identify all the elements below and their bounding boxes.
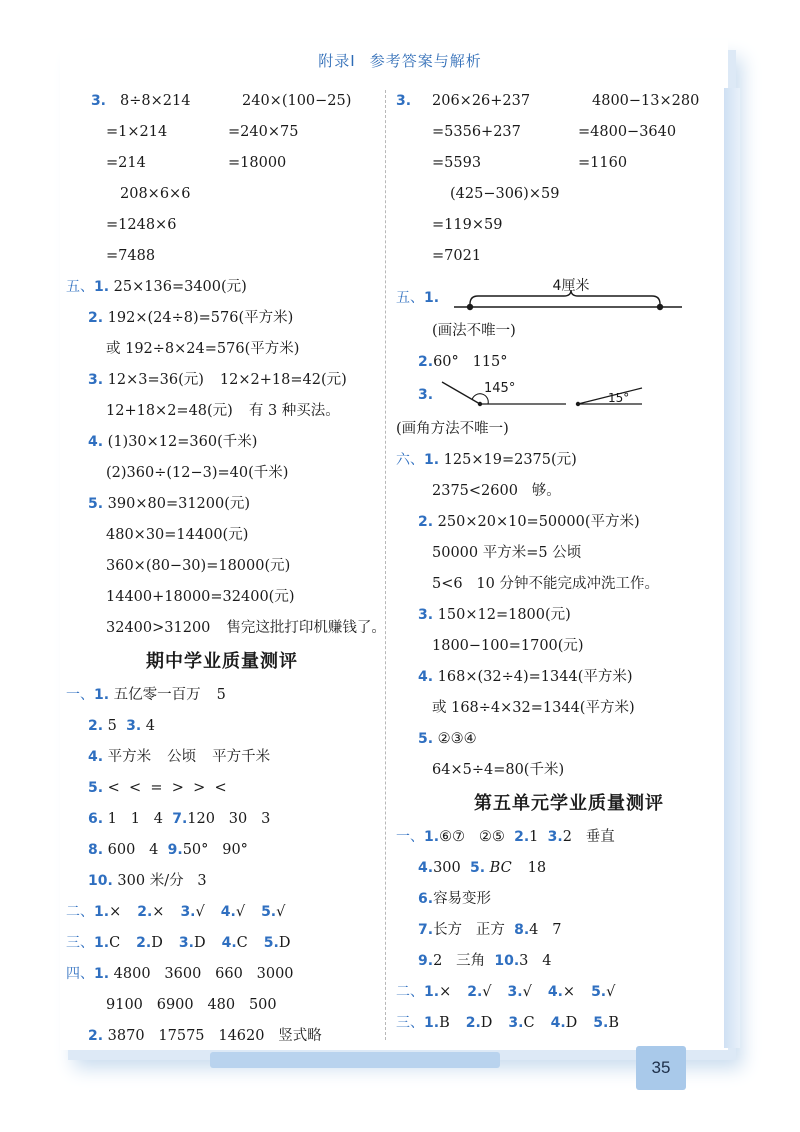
right-s6-q2 [396, 507, 726, 538]
angle-label: 145° [483, 381, 515, 396]
left-q3-row2 [66, 117, 378, 148]
right-s6-q5b: 64×5÷4=80(千米) [432, 762, 565, 778]
question-number: 2. [467, 984, 483, 1000]
section-label: 四、 [66, 966, 94, 982]
expression: =5356+237 [432, 124, 521, 140]
expression: =214 [106, 155, 146, 171]
answer-text: ⑥⑦ ②⑤ [439, 829, 505, 845]
answer-text: 5 [216, 687, 226, 703]
question-number: 4. [221, 935, 237, 951]
right-s6-q2c: 5<6 10 分钟不能完成冲洗工作。 [432, 576, 659, 592]
right-u3-row [396, 1008, 726, 1039]
answer-text: 平方米 [107, 749, 152, 765]
question-number: 4. [418, 669, 434, 685]
right-s5-q1 [396, 272, 726, 316]
answer-choice: D [565, 1015, 578, 1031]
answer-text: 4800 3600 660 3000 [113, 966, 294, 982]
question-number: 3. [396, 93, 412, 109]
section-label: 二、 [66, 904, 94, 920]
question-number: 3. [547, 829, 563, 845]
angle-ray [442, 382, 480, 404]
question-number: 3. [178, 935, 194, 951]
expression: 4800−13×280 [592, 93, 700, 109]
bottom-decoration [210, 1052, 500, 1068]
question-number: 1. [94, 904, 110, 920]
question-number: 1. [94, 935, 110, 951]
right-s6-q5 [396, 724, 726, 755]
left-m1-q10 [66, 866, 378, 897]
left-s5-q3 [66, 365, 378, 396]
left-m1-q6 [66, 804, 378, 835]
right-s6-q1b: 2375<2600 够。 [432, 483, 561, 499]
section-label: 三、 [66, 935, 94, 951]
answer-text: 5 [107, 718, 117, 734]
question-number: 6. [88, 811, 104, 827]
answer-choice: D [193, 935, 206, 951]
left-q3-row5: =1248×6 [106, 217, 177, 233]
left-s5-q5 [66, 489, 378, 520]
left-m1-q1 [66, 680, 378, 711]
left-s5-q5c: 360×(80−30)=18000(元) [106, 558, 291, 574]
answer-text: 18 [527, 860, 547, 876]
right-u2-row [396, 977, 726, 1008]
question-number: 3. [418, 387, 434, 403]
vertex-dot [477, 402, 481, 406]
answer-text: 50° 90° [182, 842, 248, 858]
question-number: 4. [418, 860, 434, 876]
expression: 206×26+237 [432, 93, 531, 109]
right-q3-row4: (425−306)×59 [450, 186, 560, 202]
question-number: 1. [424, 984, 440, 1000]
line-segment-figure [446, 276, 696, 320]
question-number: 2. [88, 718, 104, 734]
expression: 8÷8×214 [120, 93, 191, 109]
question-number: 2. [465, 1015, 481, 1031]
question-number: 5. [418, 731, 434, 747]
right-s6-q4 [396, 662, 726, 693]
right-s6-q4b: 或 168÷4×32=1344(平方米) [432, 700, 635, 716]
section-label: 三、 [396, 1015, 424, 1031]
question-number: 2. [418, 354, 434, 370]
question-number: 3. [418, 607, 434, 623]
left-m4-row2: 9100 6900 480 500 [106, 997, 277, 1013]
question-number: 4. [550, 1015, 566, 1031]
section-label: 一、 [66, 687, 94, 703]
answer-text: 有 3 种买法。 [248, 403, 340, 419]
question-number: 9. [167, 842, 183, 858]
question-number: 8. [88, 842, 104, 858]
left-s5-q2 [66, 303, 378, 334]
question-number: 6. [418, 891, 434, 907]
question-number: 3. [126, 718, 142, 734]
left-s5-q3c [66, 396, 378, 427]
question-number: 10. [88, 873, 113, 889]
segment-length-label: 4厘米 [552, 278, 590, 294]
expression: =1160 [578, 155, 628, 171]
section-label: 二、 [396, 984, 424, 1000]
answer-mark: √ [276, 904, 286, 920]
right-s5-q1-note: (画法不唯一) [432, 323, 516, 339]
question-number: 5. [88, 780, 104, 796]
answer-text: 4 7 [529, 922, 562, 938]
left-q3-row6: =7488 [106, 248, 156, 264]
answer-text: ②③④ [437, 731, 477, 747]
answer-text: 3 4 [519, 953, 552, 969]
answer-text: 公顷 [167, 749, 197, 765]
right-s6-q1 [396, 445, 726, 476]
question-number: 3. [507, 984, 523, 1000]
question-number: 1. [424, 829, 440, 845]
left-m1-q4 [66, 742, 378, 773]
answer-text: 150×12=1800(元) [437, 607, 571, 623]
answer-mark: × [152, 904, 165, 920]
question-number: 4. [88, 749, 104, 765]
section-label: 六、 [396, 452, 424, 468]
question-number: 5. [261, 904, 277, 920]
left-s5-q5b: 480×30=14400(元) [106, 527, 249, 543]
question-number: 3. [88, 372, 104, 388]
section-label: 五、 [396, 290, 424, 306]
answer-text: 12×2+18=42(元) [219, 372, 347, 388]
expression: 240×(100−25) [242, 93, 352, 109]
question-number: 7. [418, 922, 434, 938]
answer-text: 125×19=2375(元) [443, 452, 577, 468]
question-number: 2. [418, 514, 434, 530]
answer-text: 300 米/分 3 [117, 873, 207, 889]
question-number: 5. [88, 496, 104, 512]
question-number: 2. [88, 310, 104, 326]
column-divider [385, 90, 386, 1040]
section-label: 五、 [66, 279, 94, 295]
answer-text: BC [489, 860, 512, 876]
answer-text: 192×(24÷8)=576(平方米) [107, 310, 294, 326]
answer-text: 25×136=3400(元) [113, 279, 247, 295]
page-number: 35 [636, 1046, 686, 1090]
page-edge-strip [724, 88, 740, 1048]
left-m1-q2 [66, 711, 378, 742]
left-s5-q1 [66, 272, 378, 303]
right-u1-q6 [396, 884, 726, 915]
header-appendix: 附录Ⅰ [318, 52, 356, 70]
left-column [66, 86, 386, 1052]
answer-mark: √ [235, 904, 246, 920]
unit5-title: 第五单元学业质量测评 [474, 793, 664, 814]
expression: =1×214 [106, 124, 168, 140]
right-u1-q7 [396, 915, 726, 946]
header-title: 参考答案与解析 [369, 52, 482, 70]
question-number: 2. [136, 935, 152, 951]
question-number: 3. [90, 93, 106, 109]
left-q3-row1 [66, 86, 378, 117]
angle-figures [438, 378, 648, 412]
question-number: 9. [418, 953, 434, 969]
question-number: 1. [424, 1015, 440, 1031]
left-m4-q1 [66, 959, 378, 990]
right-u1-q4 [396, 853, 726, 884]
right-q3-row6: =7021 [432, 248, 482, 264]
answer-text: 容易变形 [433, 891, 492, 907]
answer-text: 390×80=31200(元) [107, 496, 251, 512]
question-number: 7. [172, 811, 188, 827]
answer-text: 250×20×10=50000(平方米) [437, 514, 640, 530]
answer-text: (1)30×12=360(千米) [107, 434, 258, 450]
left-m2-row [66, 897, 378, 928]
right-s6-q2b: 50000 平方米=5 公顷 [432, 545, 582, 561]
endpoint-dot [656, 304, 662, 310]
answer-text: 12+18×2=48(元) [106, 403, 233, 419]
answer-text: 600 4 [107, 842, 159, 858]
answer-text: 2 垂直 [562, 829, 615, 845]
question-number: 1. [94, 279, 110, 295]
answer-choice: C [109, 935, 121, 951]
question-number: 1. [424, 452, 440, 468]
answer-text: 长方 正方 [433, 922, 505, 938]
midterm-title: 期中学业质量测评 [146, 651, 298, 672]
answer-text: 3870 17575 14620 竖式略 [107, 1028, 322, 1044]
expression: =5593 [432, 155, 482, 171]
answer-text: 120 30 3 [187, 811, 271, 827]
question-number: 4. [88, 434, 104, 450]
answer-text: 五亿零一百万 [113, 687, 201, 703]
left-m1-q5 [66, 773, 378, 804]
answer-text: 32400>31200 [106, 620, 211, 636]
question-number: 5. [469, 860, 486, 876]
angle-label: 15° [607, 391, 629, 405]
question-number: 10. [494, 953, 520, 969]
question-number: 4. [547, 984, 563, 1000]
answer-text: 4 [145, 718, 156, 734]
answer-mark: √ [522, 984, 532, 1000]
right-q3-row3 [396, 148, 726, 179]
right-s5-q3-note: (画角方法不唯一) [396, 421, 509, 437]
answer-choice: D [278, 935, 291, 951]
answer-text: 1 1 4 [107, 811, 164, 827]
answer-choice: B [608, 1015, 620, 1031]
answer-mark: × [109, 904, 122, 920]
right-q3-row5: =119×59 [432, 217, 503, 233]
left-s5-q5d: 14400+18000=32400(元) [106, 589, 295, 605]
expression: =4800−3640 [578, 124, 677, 140]
answer-text: 平方千米 [212, 749, 271, 765]
answer-mark: √ [195, 904, 205, 920]
left-q3-row3 [66, 148, 378, 179]
answer-text: 12×3=36(元) [107, 372, 204, 388]
right-q3-row2 [396, 117, 726, 148]
right-s5-q2 [396, 347, 726, 378]
question-number: 3. [180, 904, 196, 920]
answer-text: 300 [433, 860, 461, 876]
answer-text: 168×(32÷4)=1344(平方米) [437, 669, 633, 685]
answer-text: 售完这批打印机赚钱了。 [226, 620, 386, 636]
left-m1-q8 [66, 835, 378, 866]
right-s6-q3 [396, 600, 726, 631]
endpoint-dot [466, 304, 472, 310]
left-q3-row4: 208×6×6 [120, 186, 191, 202]
answer-choice: C [236, 935, 248, 951]
left-s5-q4b: (2)360÷(12−3)=40(千米) [106, 465, 289, 481]
question-number: 1. [424, 290, 440, 306]
answer-mark: × [562, 984, 576, 1000]
answer-choice: B [439, 1015, 450, 1031]
section-label: 一、 [396, 829, 424, 845]
question-number: 2. [137, 904, 153, 920]
expression: =18000 [228, 155, 287, 171]
question-number: 4. [220, 904, 236, 920]
question-number: 2. [514, 829, 530, 845]
answer-text: 60° 115° [433, 354, 508, 370]
right-column [396, 86, 726, 1039]
question-number: 5. [593, 1015, 609, 1031]
left-m3-row [66, 928, 378, 959]
question-number: 3. [508, 1015, 524, 1031]
answer-choice: C [523, 1015, 535, 1031]
answer-mark: √ [482, 984, 492, 1000]
question-number: 2. [88, 1028, 104, 1044]
right-s6-q3b: 1800−100=1700(元) [432, 638, 584, 654]
left-m4-q2 [66, 1021, 378, 1052]
running-header [0, 50, 800, 71]
right-u1-q1 [396, 822, 726, 853]
right-q3-row1 [396, 86, 726, 117]
answer-text: 1 [529, 829, 539, 845]
left-s5-q5e [66, 613, 386, 644]
question-number: 8. [514, 922, 530, 938]
question-number: 1. [94, 687, 110, 703]
question-number: 5. [591, 984, 607, 1000]
question-number: 5. [263, 935, 279, 951]
vertex-dot [575, 402, 579, 406]
left-s5-q4 [66, 427, 378, 458]
right-s5-q3 [396, 378, 726, 414]
answer-choice: D [480, 1015, 493, 1031]
left-s5-q2b: 或 192÷8×24=576(平方米) [106, 341, 300, 357]
expression: =240×75 [228, 124, 299, 140]
answer-choice: D [151, 935, 163, 951]
right-u1-q9 [396, 946, 726, 977]
answer-text: < < = > > < [107, 780, 227, 796]
answer-text: 2 三角 [433, 953, 486, 969]
answer-mark: √ [606, 984, 616, 1000]
question-number: 1. [94, 966, 110, 982]
answer-mark: × [439, 984, 452, 1000]
